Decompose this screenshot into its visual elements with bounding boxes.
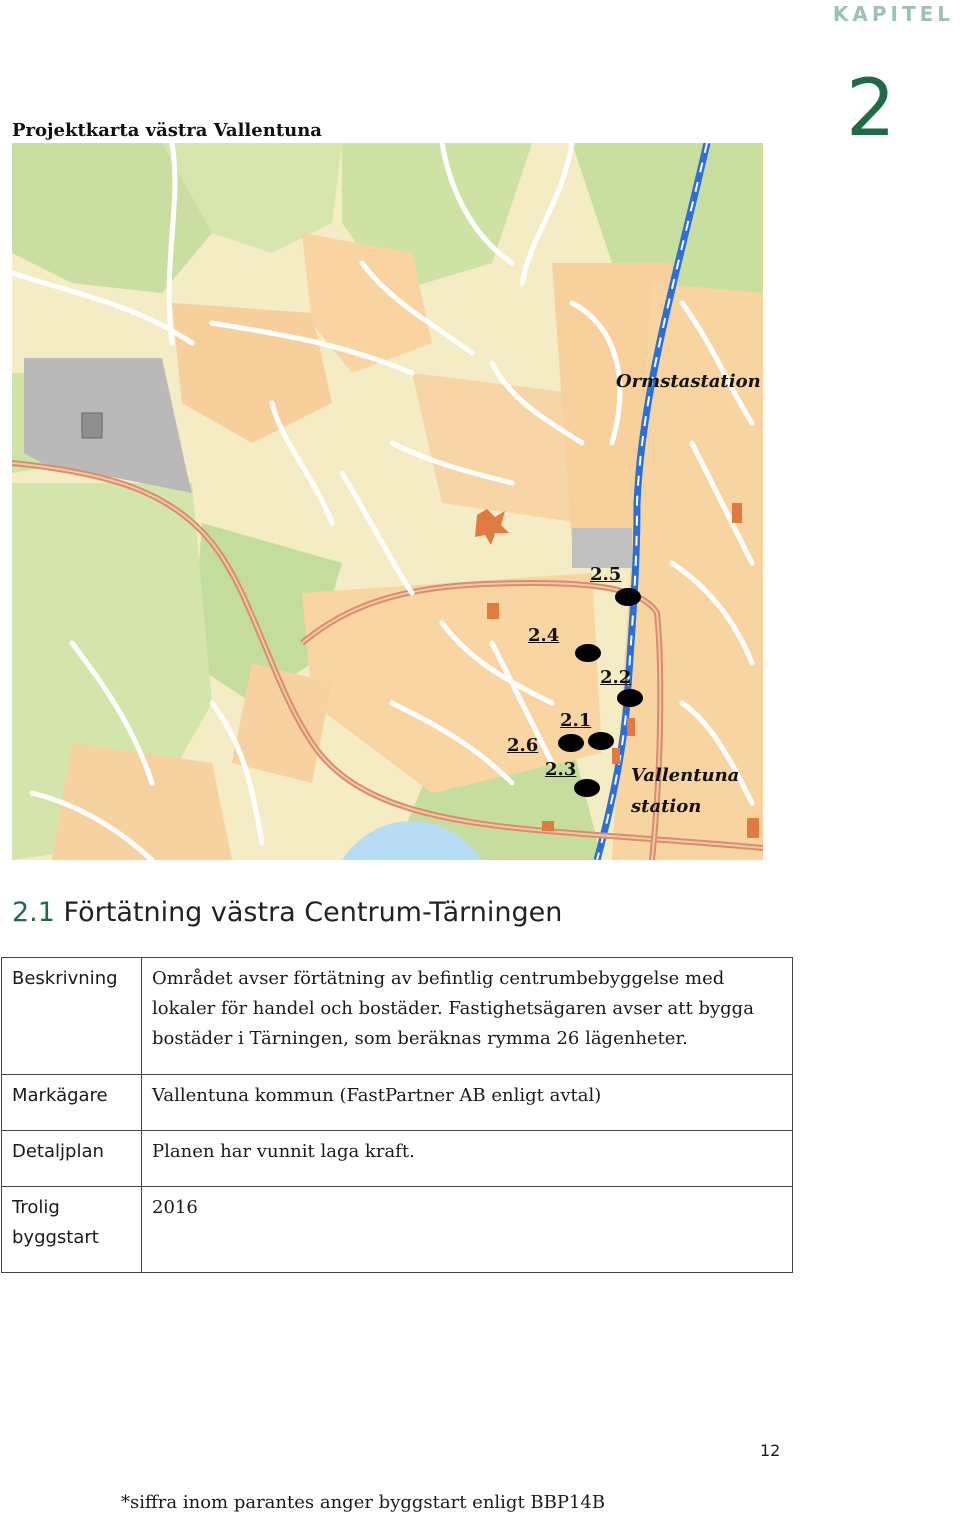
chapter-label: KAPITEL bbox=[832, 2, 954, 26]
marker-label-2-2: 2.2 bbox=[600, 667, 632, 688]
table-row bbox=[2, 958, 793, 1075]
footnote: *siffra inom parantes anger byggstart enligt BBP14B bbox=[121, 1492, 606, 1513]
marker-label-2-5: 2.5 bbox=[590, 564, 622, 585]
vallentuna-station-label-2: station bbox=[631, 796, 702, 817]
marker-dot-2-4 bbox=[575, 644, 601, 662]
marker-dot-2-2 bbox=[617, 689, 643, 707]
row-label: Beskrivning bbox=[2, 958, 142, 1075]
row-value: Planen har vunnit laga kraft. bbox=[142, 1131, 793, 1187]
marker-label-2-1: 2.1 bbox=[560, 710, 592, 731]
table-row bbox=[2, 1187, 793, 1273]
ormsta-station-label: Ormstastation bbox=[616, 371, 761, 392]
page-number: 12 bbox=[760, 1441, 781, 1460]
marker-label-2-6: 2.6 bbox=[507, 735, 539, 756]
map-graphic bbox=[12, 143, 763, 860]
section-title-text: Förtätning västra Centrum-Tärningen bbox=[63, 897, 563, 928]
map-title: Projektkarta västra Vallentuna bbox=[12, 120, 322, 141]
chapter-number: 2 bbox=[846, 64, 896, 154]
section-number: 2.1 bbox=[12, 897, 55, 928]
row-label: Trolig byggstart bbox=[2, 1187, 142, 1273]
table-row bbox=[2, 1075, 793, 1131]
section-title bbox=[12, 897, 562, 928]
marker-label-2-4: 2.4 bbox=[528, 625, 560, 646]
marker-dot-2-3 bbox=[574, 779, 600, 797]
row-value: Vallentuna kommun (FastPartner AB enligt avtal) bbox=[142, 1075, 793, 1131]
row-value: Området avser förtätning av befintlig centrumbebyggelse med lokaler för handel och bostäder. Fastighetsägaren avser att bygga bostäder i Tärningen, som beräknas rymma 26 lägenheter. bbox=[142, 958, 793, 1075]
info-table bbox=[1, 957, 793, 1273]
table-row bbox=[2, 1131, 793, 1187]
marker-dot-2-5 bbox=[615, 588, 641, 606]
marker-dot-2-6 bbox=[558, 734, 584, 752]
vallentuna-station-label: Vallentuna bbox=[631, 765, 740, 786]
marker-dot-2-1 bbox=[588, 732, 614, 750]
project-map bbox=[12, 143, 763, 860]
marker-label-2-3: 2.3 bbox=[545, 759, 577, 780]
row-label: Markägare bbox=[2, 1075, 142, 1131]
row-value: 2016 bbox=[142, 1187, 793, 1273]
row-label: Detaljplan bbox=[2, 1131, 142, 1187]
